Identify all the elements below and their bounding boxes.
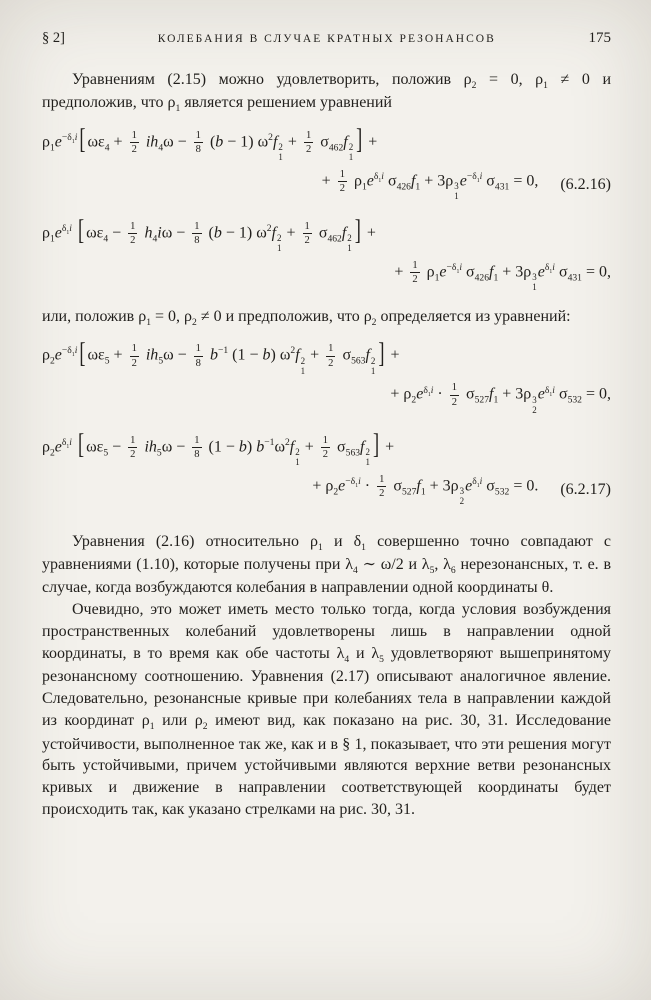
- paragraph-intro: Уравнениям (2.15) можно удовлетворить, положив $\rho_2 = 0$, $\rho_1 \ne 0$ и предположив, что $\rho_1$ является решением уравнений: [42, 71, 612, 115]
- equation-number-6-2-17: (6.2.17): [560, 480, 611, 498]
- paragraph-discussion-1: Уравнения (2.16) относительно $\rho_1$ и $\delta_1$ совершенно точно совпадают с уравнениями (1.10), которые получены при $\lambda_4$ ∼ ω/2 и $\lambda_5$, $\lambda_6$ нерезонансных, т. е. в случае, когда возбуждаются колебания в направлении одной координаты θ.: [42, 532, 612, 597]
- equation-group-6-2-17: [42, 337, 611, 506]
- page-number: 175: [588, 30, 611, 46]
- equation-continuation: + $\frac{1}{2}$ $\rho_1e^{-\delta_1i}$ $\sigma_{426}f_1 + 3\rho$ 3 1 $e^{\delta_1i}$ $\sigma_{431} = 0$,: [394, 259, 611, 293]
- section-marker: § 2]: [42, 30, 65, 46]
- equation-6-2-16-line-1: $\rho_1e^{-\delta_1i}$ [ $\omega\varepsilon_4$ + $\frac{1}{2}$ $ih_4\omega$ − $\frac{1}{8}$ (b − 1) $\omega^2f$ 2 1 + $\frac{1}{2}$ $\sigma_{462}f$ 2 1 ] +: [42, 123, 378, 162]
- running-title: КОЛЕБАНИЯ В СЛУЧАЕ КРАТНЫХ РЕЗОНАНСОВ: [157, 33, 496, 45]
- page-header: [42, 30, 611, 47]
- equation-6-2-17-line-2: [42, 381, 611, 415]
- equation-continuation: + $\rho_2e^{\delta_1i}$ · $\frac{1}{2}$ $\sigma_{527}f_1 + 3\rho$ 3 2 $e^{\delta_1i}$ $\sigma_{532} = 0$,: [390, 382, 611, 415]
- equation-6-2-16-line-2: [42, 168, 611, 202]
- equation-6-2-16-line-4: [42, 259, 611, 293]
- equation-6-2-16-line-3: $\rho_1e^{\delta_1i}$ [ $\omega\varepsilon_4$ − $\frac{1}{2}$ $h_4i\omega$ − $\frac{1}{8}$ (b − 1) $\omega^2f$ 2 1 + $\frac{1}{2}$ $\sigma_{462}f$ 2 1 ] +: [42, 214, 376, 254]
- equation-group-6-2-16: [42, 123, 611, 293]
- equation-number-6-2-16: (6.2.16): [560, 175, 611, 193]
- equation-6-2-17-line-1: $\rho_2e^{-\delta_1i}$ [ $\omega\varepsilon_5$ + $\frac{1}{2}$ $ih_5\omega$ − $\frac{1}{8}$ $b^{-1}$ (1 − b) $\omega^2f$ 2 1 + $\frac{1}{2}$ $\sigma_{563}f$ 2 1 ] +: [42, 337, 400, 376]
- equation-continuation: + $\frac{1}{2}$ $\rho_1e^{\delta_1i}$ $\sigma_{426}f_1 + 3\rho$ 3 1 $e^{-\delta_1i}$ $\sigma_{431} = 0$,: [321, 168, 539, 201]
- equation-6-2-17-line-4: [42, 473, 611, 507]
- paragraph-discussion-2: Очевидно, это может иметь место только тогда, когда условия возбуждения пространственных колебаний удовлетворены лишь в направлении одной координаты, в то время как обе частоты $\lambda_4$ и $\lambda_5$ удовлетворяют вышепринятому резонансному соотношению. Уравнения (2.17) описывают аналогичное явление. Следовательно, резонансные кривые при колебаниях тела в направлении каждой из координат $\rho_1$ или $\rho_2$ имеют вид, как показано на рис. 30, 31. Исследование устойчивости, выполненное так же, как и в § 1, показывает, что эти решения могут быть устойчивыми, причем устойчивыми являются верхние ветви резонансных кривых и движение в направлении соответствующей координаты будет происходить так, как указано стрелками на рис. 30, 31.: [42, 601, 612, 819]
- paragraph-or-case: или, положив $\rho_1 = 0$, $\rho_2 \ne 0$ и предположив, что $\rho_2$ определяется из уравнений:: [42, 308, 571, 329]
- equation-6-2-17-line-3: $\rho_2e^{\delta_1i}$ [ $\omega\varepsilon_5$ − $\frac{1}{2}$ $ih_5\omega$ − $\frac{1}{8}$ (1 − b) $b^{-1}\omega^2f$ 2 1 + $\frac{1}{2}$ $\sigma_{563}f$ 2 1 ] +: [42, 428, 395, 467]
- equation-continuation: + $\rho_2e^{-\delta_1i}$ · $\frac{1}{2}$ $\sigma_{527}f_1 + 3\rho$ 3 2 $e^{\delta_1i}$ $\sigma_{532} = 0$.: [312, 473, 539, 506]
